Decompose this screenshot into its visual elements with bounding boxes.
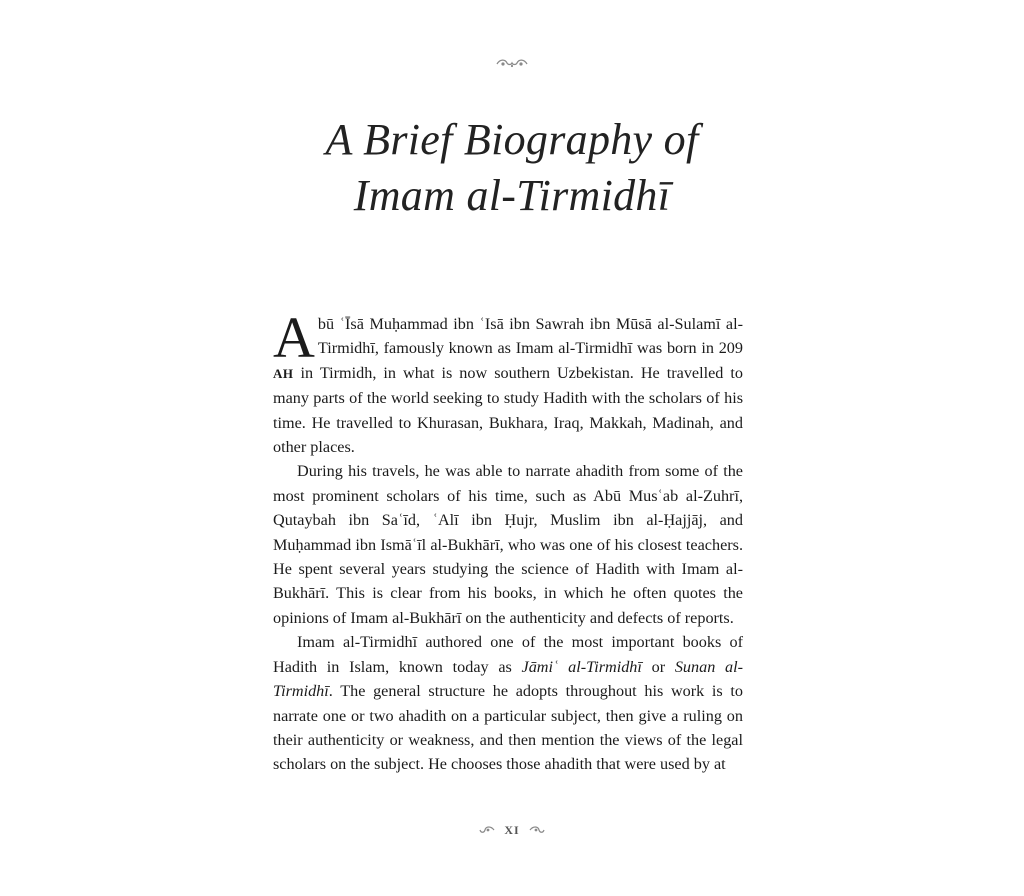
chapter-title-line-1: A Brief Biography of — [325, 115, 699, 164]
top-ornament-icon — [0, 54, 1024, 70]
paragraph-2: During his travels, he was able to narrate ahadith from some of the most prominent scholars of his time, such as Abū Musʿab al-Zuhrī, Qutaybah ibn Saʿīd, ʿAlī ibn Ḥujr, Muslim ibn al-Ḥajjāj, and Muḥammad ibn Ismāʿīl al-Bukhārī, who was one of his closest teachers. He spent several years studying the science of Hadith with Imam al-Bukhārī. This is clear from his books, in which he often quotes the opinions of Imam al-Bukhārī on the authenticity and defects of reports. — [273, 462, 743, 627]
paragraph-3 — [273, 630, 743, 776]
paragraph-1-text-a: bū ʿĪsā Muḥammad ibn ʿIsā ibn Sawrah ibn Mūsā al-Sulamī al-Tirmidhī, famously known as Imam al-Tirmidhī was born in 209 — [317, 315, 743, 358]
paragraph-3-text-a: Imam al-Tirmidhī authored one of the most important books of Hadith in Islam, known today as — [273, 633, 743, 676]
paragraph-1-text-b: in Tirmidh, in what is now southern Uzbekistan. He travelled to many parts of the world seeking to study Hadith with the scholars of his time. He travelled to Khurasan, Bukhara, Iraq, Makkah, Madinah, and other places. — [273, 363, 743, 457]
drop-cap: A — [273, 305, 315, 370]
chapter-title — [0, 112, 1024, 224]
page-number: XI — [504, 822, 520, 837]
paragraph-3-text-c: . The general structure he adopts throughout his work is to narrate one or two ahadith on a particular subject, then give a ruling on their authenticity or weakness, and then mention the views of the legal scholars on the subject. He chooses those ahadith that were used by at — [273, 682, 743, 774]
body-text — [273, 305, 743, 777]
era-abbreviation: AH — [273, 365, 294, 381]
book-title-jami: Jāmiʿ al-Tirmidhī — [521, 657, 642, 676]
chapter-title-line-2: Imam al-Tirmidhī — [353, 171, 671, 220]
footer-ornament-left-icon — [479, 825, 495, 835]
paragraph-1 — [273, 305, 743, 459]
footer-ornament-right-icon — [529, 825, 545, 835]
book-title-sunan: Sunan al-Tirmidhī — [273, 657, 743, 701]
paragraph-3-text-b: or — [641, 657, 675, 676]
page-footer — [0, 822, 1024, 840]
